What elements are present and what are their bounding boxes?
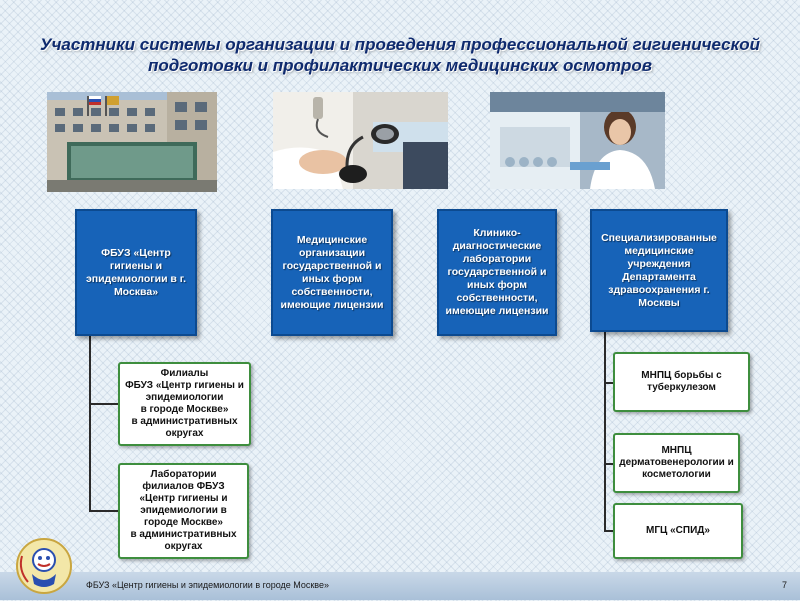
box-fbuz: ФБУЗ «Центр гигиены и эпидемиологии в г. Москва» <box>75 209 197 336</box>
box-filialy: Филиалы ФБУЗ «Центр гигиены и эпидемиологии в городе Москве» в административных округах <box>118 362 251 446</box>
box-special: Специализированные медицинские учреждения Департамента здравоохранения г. Москвы <box>590 209 728 332</box>
box-mnpc-tb: МНПЦ борьбы с туберкулезом <box>613 352 750 412</box>
connector-left-vertical <box>89 335 91 511</box>
organization-logo <box>14 536 74 596</box>
connector-to-filialy <box>89 403 118 405</box>
connector-to-mnpc-derm <box>604 463 613 465</box>
connector-to-mnpc-tb <box>604 382 613 384</box>
box-labs: Клинико-диагностические лаборатории государственной и иных форм собственности, имеющие лицензии <box>437 209 557 336</box>
box-mgc-spid: МГЦ «СПИД» <box>613 503 743 559</box>
footer-organization: ФБУЗ «Центр гигиены и эпидемиологии в городе Москве» <box>86 580 329 590</box>
connector-to-mgc-spid <box>604 530 613 532</box>
box-mnpc-derm: МНПЦ дерматовенерологии и косметологии <box>613 433 740 493</box>
slide-title: Участники системы организации и проведения профессиональной гигиенической подготовки и профилактических медицинских осмотров <box>39 35 761 75</box>
connector-right-vertical <box>604 330 606 531</box>
building-photo <box>47 92 217 192</box>
laboratory-photo <box>490 92 665 189</box>
box-lab-filialov: Лаборатории филиалов ФБУЗ «Центр гигиены и эпидемиологии в городе Москве» в административных округах <box>118 463 249 559</box>
connector-to-lab-filialov <box>89 510 118 512</box>
blood-pressure-photo <box>273 92 448 189</box>
box-med-orgs: Медицинские организации государственной и иных форм собственности, имеющие лицензии <box>271 209 393 336</box>
page-number: 7 <box>782 580 788 590</box>
